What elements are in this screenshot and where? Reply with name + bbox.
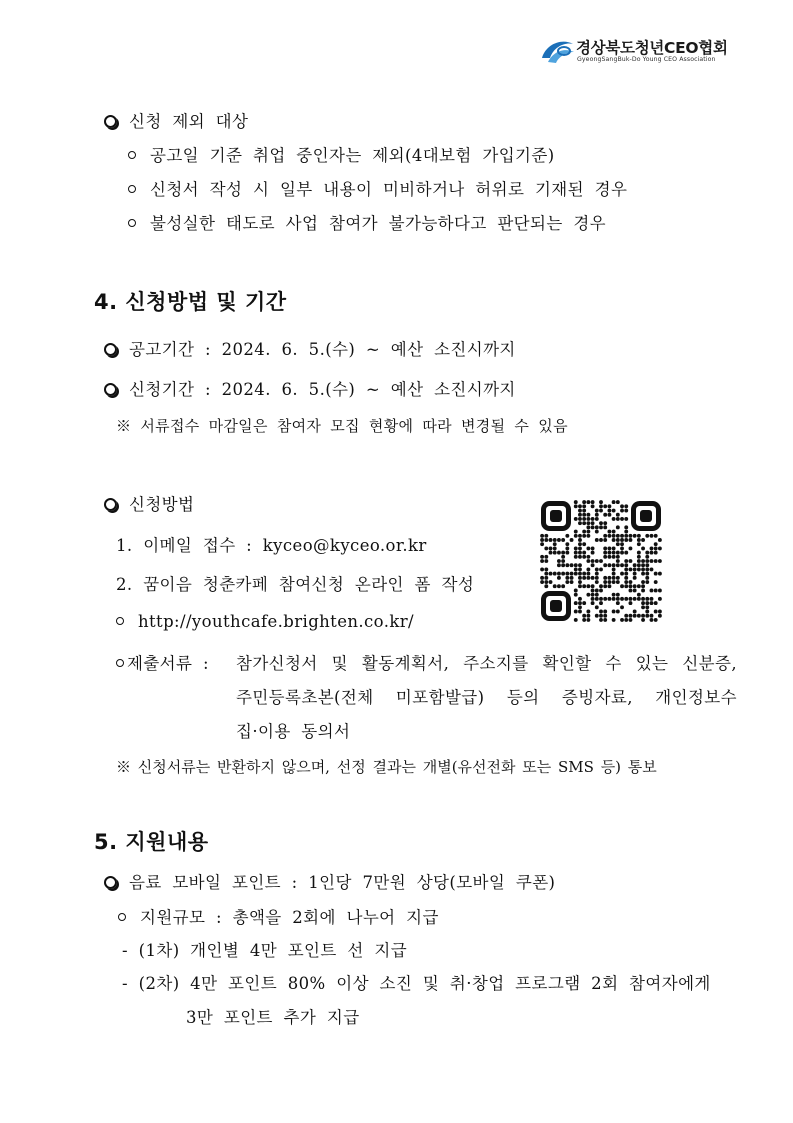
circle-bullet-icon [128, 219, 136, 227]
url-item [116, 612, 414, 631]
circle-bullet-icon [128, 151, 136, 159]
org-name: 경상북도청년CEO협회 [576, 39, 728, 57]
section-5-title: 5. 지원내용 [94, 830, 209, 854]
exclusion-item: 공고일 기준 취업 중인자는 제외(4대보험 가입기준) [128, 142, 555, 166]
org-logo [540, 36, 772, 66]
apply-period: 신청기간 : 2024. 6. 5.(수) ~ 예산 소진시까지 [104, 376, 516, 400]
method-online-form: 2. 꿈이음 청춘카페 참여신청 온라인 폼 작성 [116, 575, 475, 594]
second-payment-cont: 3만 포인트 추가 지급 [186, 1008, 360, 1027]
docs-line: 참가신청서 및 활동계획서, 주소지를 확인할 수 있는 신분증, [236, 654, 737, 673]
point-item: 음료 모바일 포인트 : 1인당 7만원 상당(모바일 쿠폰) [104, 869, 555, 893]
circle-bullet-icon [116, 659, 124, 667]
bullet-icon [104, 876, 117, 889]
support-scale: 지원규모 : 총액을 2회에 나누어 지급 [118, 904, 439, 928]
method-heading: 신청방법 [104, 491, 194, 515]
docs-line: 주민등록초본(전체 미포함발급) 등의 증빙자료, 개인정보수 [236, 688, 737, 707]
bullet-icon [104, 115, 117, 128]
logo-swirl-icon [540, 36, 576, 66]
circle-bullet-icon [118, 913, 126, 921]
youthcafe-link[interactable]: http://youthcafe.brighten.co.kr/ [138, 612, 415, 631]
bullet-icon [104, 498, 117, 511]
return-note: ※ 신청서류는 반환하지 않으며, 선정 결과는 개별(유선전화 또는 SMS 등) 통보 [116, 758, 657, 776]
docs-label: 제출서류 : [116, 650, 209, 674]
qr-code-icon[interactable] [540, 500, 662, 622]
circle-bullet-icon [128, 185, 136, 193]
exclusion-item: 신청서 작성 시 일부 내용이 미비하거나 허위로 기재된 경우 [128, 176, 627, 200]
exclusion-heading: 신청 제외 대상 [104, 108, 248, 132]
org-name-english: GyeongSangBuk-Do Young CEO Association [577, 56, 716, 63]
section-4-title: 4. 신청방법 및 기간 [94, 290, 287, 314]
circle-bullet-icon [116, 617, 124, 625]
first-payment: - (1차) 개인별 4만 포인트 선 지급 [122, 941, 408, 960]
exclusion-item: 불성실한 태도로 사업 참여가 불가능하다고 판단되는 경우 [128, 210, 606, 234]
period-note: ※ 서류접수 마감일은 참여자 모집 현황에 따라 변경될 수 있음 [116, 417, 568, 435]
docs-line: 집·이용 동의서 [236, 722, 351, 741]
notice-period: 공고기간 : 2024. 6. 5.(수) ~ 예산 소진시까지 [104, 336, 516, 360]
method-email: 1. 이메일 접수 : kyceo@kyceo.or.kr [116, 536, 427, 555]
bullet-icon [104, 343, 117, 356]
bullet-icon [104, 383, 117, 396]
second-payment: - (2차) 4만 포인트 80% 이상 소진 및 취·창업 프로그램 2회 참여자에게 [122, 974, 711, 993]
